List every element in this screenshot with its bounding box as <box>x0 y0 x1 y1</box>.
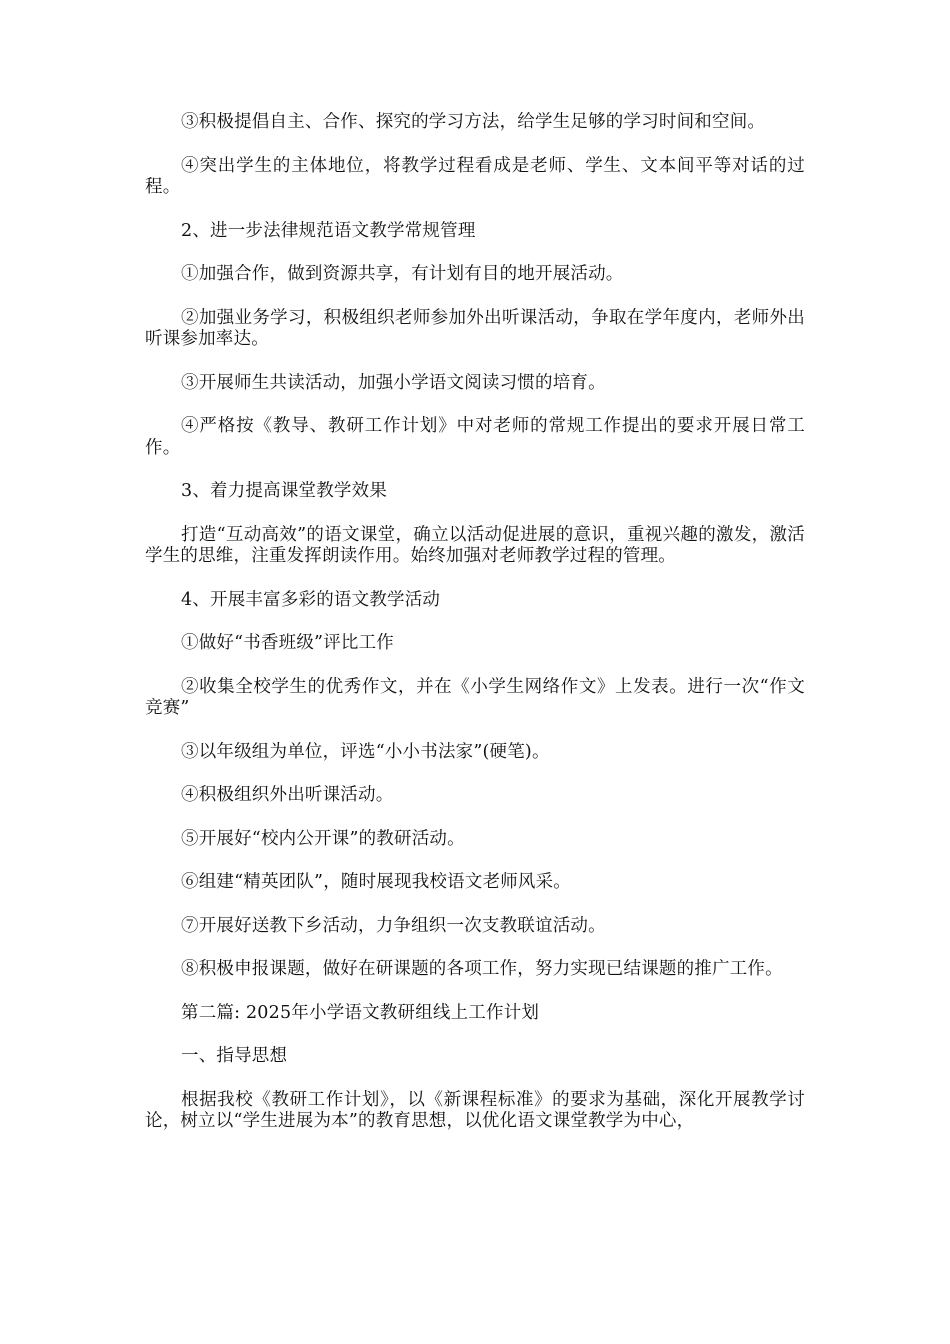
paragraph: ②收集全校学生的优秀作文，并在《小学生网络作文》上发表。进行一次“作文竞赛” <box>145 676 805 718</box>
section-heading: 4、开展丰富多彩的语文教学活动 <box>181 589 441 610</box>
section-heading: 3、着力提高课堂教学效果 <box>181 481 388 501</box>
section-heading: 一、指导思想 <box>181 1046 288 1066</box>
paragraph: ①做好“书香班级”评比工作 <box>181 633 394 653</box>
paragraph: ③开展师生共读活动，加强小学语文阅读习惯的培育。 <box>181 372 606 393</box>
paragraph: ④严格按《教导、教研工作计划》中对老师的常规工作提出的要求开展日常工作。 <box>145 416 805 458</box>
paragraph: 打造“互动高效”的语文课堂，确立以活动促进展的意识，重视兴趣的激发，激活学生的思维，注重发挥朗读作用。始终加强对老师教学过程的管理。 <box>145 524 805 566</box>
paragraph: 根据我校《教研工作计划》，以《新课程标准》的要求为基础，深化开展教学讨论，树立以“学生进展为本”的教育思想，以优化语文课堂教学为中心， <box>145 1089 805 1131</box>
paragraph: ⑤开展好“校内公开课”的教研活动。 <box>181 828 465 849</box>
paragraph: ⑧积极申报课题，做好在研课题的各项工作，努力实现已结课题的推广工作。 <box>181 959 783 979</box>
paragraph: ③以年级组为单位，评选“小小书法家”(硬笔)。 <box>181 741 550 762</box>
document-body <box>145 112 805 1155</box>
chapter-title: 第二篇: 2025年小学语文教研组线上工作计划 <box>181 1002 540 1023</box>
paragraph: ⑥组建“精英团队”，随时展现我校语文老师风采。 <box>181 872 571 892</box>
section-heading: 2、进一步法律规范语文教学常规管理 <box>181 220 476 241</box>
paragraph: ④突出学生的主体地位，将教学过程看成是老师、学生、文本间平等对话的过程。 <box>145 155 805 197</box>
paragraph: ③积极提倡自主、合作、探究的学习方法，给学生足够的学习时间和空间。 <box>181 112 766 132</box>
paragraph: ②加强业务学习，积极组织老师参加外出听课活动，争取在学年度内，老师外出听课参加率达。 <box>145 307 805 349</box>
paragraph: ⑦开展好送教下乡活动，力争组织一次支教联谊活动。 <box>181 915 606 936</box>
paragraph: ①加强合作，做到资源共享，有计划有目的地开展活动。 <box>181 264 624 284</box>
paragraph: ④积极组织外出听课活动。 <box>181 785 394 805</box>
